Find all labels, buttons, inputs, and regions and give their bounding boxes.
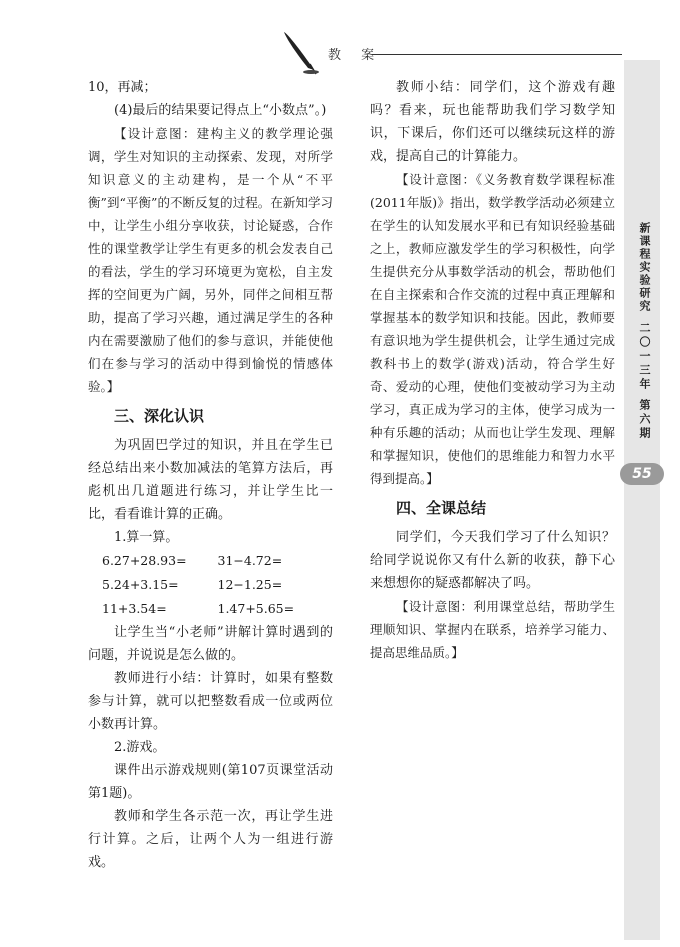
calc-row <box>88 597 333 621</box>
subheading: 2.游戏。 <box>114 740 166 755</box>
left-column <box>88 76 333 874</box>
calc-row <box>88 573 333 597</box>
side-band <box>624 60 660 940</box>
paragraph: 10，再减； <box>88 80 157 95</box>
section-heading: 四、全课总结 <box>396 499 487 517</box>
section-heading: 三、深化认识 <box>114 407 205 425</box>
calc-item: 31−4.72= <box>217 553 283 568</box>
pen-icon <box>280 28 320 76</box>
paragraph: 为巩固巴学过的知识，并且在学生已经总结出来小数加减法的笔算方法后，再彪机出几道题进行练习，并让学生比一比，看看谁计算的正确。 <box>88 438 333 522</box>
paragraph: 课件出示游戏规则(第107页课堂活动第1题)。 <box>88 763 333 801</box>
journal-name: 新课程实验研究 <box>638 222 651 313</box>
paragraph: 教师进行小结：计算时，如果有整数参与计算，就可以把整数看成一位或两位小数再计算。 <box>88 671 333 732</box>
design-intent-note: 【设计意图：利用课堂总结，帮助学生理顺知识、掌握内在联系，培养学习能力、提高思维品质。】 <box>370 599 615 660</box>
right-column <box>370 76 615 664</box>
page-number: 55 <box>620 463 664 485</box>
paragraph: 教师小结：同学们，这个游戏有趣吗？看来，玩也能帮助我们学习数学知识，下课后，你们还可以继续玩这样的游戏，提高自己的计算能力。 <box>370 80 615 164</box>
calc-item: 12−1.25= <box>217 577 283 592</box>
calc-item: 6.27+28.93= <box>102 553 187 568</box>
issue-label: 二〇一三年 第六期 <box>638 322 651 441</box>
calc-item: 11+3.54= <box>102 601 167 616</box>
page-header <box>0 0 680 80</box>
header-rule <box>372 54 622 55</box>
paragraph: 同学们，今天我们学习了什么知识？给同学说说你又有什么新的收获，静下心来想想你的疑惑都解决了吗。 <box>370 530 615 591</box>
calc-item: 5.24+3.15= <box>102 577 179 592</box>
calc-item: 1.47+5.65= <box>217 601 295 616</box>
subheading: 1.算一算。 <box>114 530 179 545</box>
design-intent-note: 【设计意图：《义务教育数学课程标准(2011年版)》指出，数学教学活动必须建立在学生的认知发展水平和已有知识经验基础之上，教师应激发学生的学习积极性，向学生提供充分从事数学活动的机会，帮助他们在自主探索和合作交流的过程中真正理解和掌握基本的数学知识和技能。因此，教师要有意识地为学生提供机会，让学生通过完成教科书上的数学(游戏)活动，符合学生好奇、爱动的心理，使他们变被动学习为主动学习，真正成为学习的主体，使学习成为一种有乐趣的活动；从而也让学生发现、理解和掌握知识，使他们的思维能力和智力水平得到提高。】 <box>370 172 615 486</box>
paragraph: (4)最后的结果要记得点上“小数点”。) <box>114 103 327 118</box>
design-intent-note: 【设计意图：建构主义的教学理论强调，学生对知识的主动探索、发现，对所学知识意义的主动建构，是一个从“不平衡”到“平衡”的不断反复的过程。在新知学习中，让学生小组分享收获，讨论疑惑，合作性的课堂教学让学生有更多的机会发表自己的看法，学生的学习环境更为宽松，自主发挥的空间更为广阔，另外，同伴之间相互帮助，提高了学习兴趣，通过满足学生的各种内在需要激励了他们的参与意识，并能使他们在参与学习的活动中得到愉悦的情感体验。】 <box>88 126 333 394</box>
paragraph: 教师和学生各示范一次，再让学生进行计算。之后，让两个人为一组进行游戏。 <box>88 809 333 870</box>
calc-row <box>88 549 333 573</box>
header-title: 教 案 <box>328 48 383 63</box>
paragraph: 让学生当“小老师”讲解计算时遇到的问题，并说说是怎么做的。 <box>88 625 333 663</box>
